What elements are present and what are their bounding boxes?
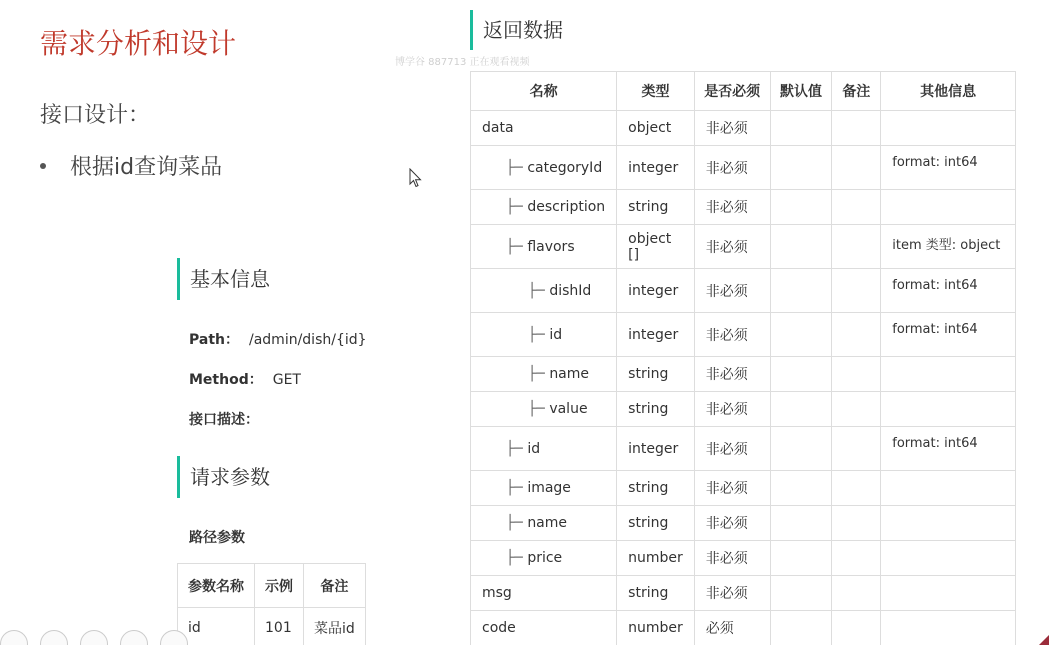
return-row bbox=[471, 541, 1016, 576]
method-value: GET bbox=[272, 372, 301, 388]
params-col-example: 示例 bbox=[255, 564, 304, 608]
return-row bbox=[471, 506, 1016, 541]
field-extra: format: int64 bbox=[881, 427, 1016, 471]
path-params-title: 路径参数 bbox=[189, 530, 245, 546]
path-value: /admin/dish/{id} bbox=[249, 332, 367, 348]
field-type: object [] bbox=[617, 225, 695, 269]
field-name-cell bbox=[471, 111, 617, 146]
field-name-cell bbox=[471, 392, 617, 427]
field-name: value bbox=[549, 401, 588, 417]
field-required: 非必须 bbox=[694, 506, 770, 541]
field-note bbox=[832, 146, 881, 190]
param-name: id bbox=[178, 608, 255, 645]
return-row bbox=[471, 357, 1016, 392]
field-type: number bbox=[617, 541, 695, 576]
col-default: 默认值 bbox=[770, 72, 832, 111]
field-extra: format: int64 bbox=[881, 313, 1016, 357]
path-params-table bbox=[177, 563, 366, 645]
bullet-dot-icon bbox=[40, 163, 46, 169]
field-required: 非必须 bbox=[694, 225, 770, 269]
desc-label: 接口描述： bbox=[189, 412, 259, 428]
section-label: 接口设计： bbox=[40, 103, 151, 128]
field-name: id bbox=[527, 440, 541, 457]
field-name: image bbox=[527, 480, 571, 496]
field-required: 非必须 bbox=[694, 269, 770, 313]
params-row bbox=[178, 608, 366, 645]
field-extra bbox=[881, 471, 1016, 506]
tree-branch-icon: ├─ bbox=[528, 401, 550, 417]
method-row bbox=[189, 369, 301, 389]
corner-accent bbox=[1039, 635, 1049, 645]
slides-grid-button[interactable] bbox=[80, 630, 108, 645]
tree-branch-icon: ├─ bbox=[506, 199, 528, 215]
field-extra: format: int64 bbox=[881, 269, 1016, 313]
params-col-name: 参数名称 bbox=[178, 564, 255, 608]
tree-branch-icon: ├─ bbox=[506, 238, 528, 255]
field-name: flavors bbox=[527, 238, 575, 255]
field-required: 必须 bbox=[694, 611, 770, 645]
watermark: 博学谷 887713 正在观看视频 bbox=[395, 57, 530, 68]
return-row bbox=[471, 392, 1016, 427]
col-required: 是否必须 bbox=[694, 72, 770, 111]
field-note bbox=[832, 611, 881, 645]
field-default bbox=[770, 225, 832, 269]
field-required: 非必须 bbox=[694, 576, 770, 611]
pen-tool-button[interactable] bbox=[40, 630, 68, 645]
field-default bbox=[770, 269, 832, 313]
field-note bbox=[832, 576, 881, 611]
field-name-cell bbox=[471, 357, 617, 392]
field-default bbox=[770, 313, 832, 357]
field-default bbox=[770, 146, 832, 190]
col-name: 名称 bbox=[471, 72, 617, 111]
field-name: data bbox=[482, 120, 514, 136]
field-name-cell bbox=[471, 471, 617, 506]
tree-branch-icon: ├─ bbox=[506, 515, 528, 531]
field-note bbox=[832, 357, 881, 392]
field-default bbox=[770, 427, 832, 471]
zoom-button[interactable] bbox=[120, 630, 148, 645]
field-extra bbox=[881, 576, 1016, 611]
field-required: 非必须 bbox=[694, 357, 770, 392]
field-name-cell bbox=[471, 225, 617, 269]
field-name: code bbox=[482, 620, 516, 636]
field-type: string bbox=[617, 392, 695, 427]
tree-branch-icon: ├─ bbox=[506, 159, 528, 176]
bullet-item bbox=[40, 150, 222, 181]
params-header-row bbox=[178, 564, 366, 608]
field-required: 非必须 bbox=[694, 146, 770, 190]
field-name: msg bbox=[482, 585, 512, 601]
field-required: 非必须 bbox=[694, 313, 770, 357]
field-name-cell bbox=[471, 190, 617, 225]
field-default bbox=[770, 471, 832, 506]
field-extra bbox=[881, 506, 1016, 541]
basic-info-heading: 基本信息 bbox=[177, 258, 270, 300]
return-data-heading: 返回数据 bbox=[470, 10, 563, 50]
return-row bbox=[471, 111, 1016, 146]
field-type: integer bbox=[617, 269, 695, 313]
presentation-toolbar bbox=[0, 630, 188, 645]
field-type: string bbox=[617, 190, 695, 225]
field-type: object bbox=[617, 111, 695, 146]
field-type: string bbox=[617, 506, 695, 541]
slide-title: 需求分析和设计 bbox=[40, 27, 237, 60]
path-label: Path： bbox=[189, 332, 239, 348]
col-extra: 其他信息 bbox=[881, 72, 1016, 111]
field-default bbox=[770, 111, 832, 146]
tree-branch-icon: ├─ bbox=[506, 550, 528, 566]
field-extra: item 类型: object bbox=[881, 225, 1016, 269]
field-name: name bbox=[549, 366, 590, 382]
field-note bbox=[832, 392, 881, 427]
field-required: 非必须 bbox=[694, 392, 770, 427]
field-name-cell bbox=[471, 611, 617, 645]
field-extra bbox=[881, 357, 1016, 392]
field-note bbox=[832, 269, 881, 313]
field-required: 非必须 bbox=[694, 111, 770, 146]
field-type: integer bbox=[617, 313, 695, 357]
return-header-row bbox=[471, 72, 1016, 111]
param-example: 101 bbox=[255, 608, 304, 645]
field-note bbox=[832, 190, 881, 225]
field-default bbox=[770, 190, 832, 225]
field-name-cell bbox=[471, 427, 617, 471]
field-type: string bbox=[617, 576, 695, 611]
field-name-cell bbox=[471, 313, 617, 357]
field-extra bbox=[881, 611, 1016, 645]
field-note bbox=[832, 506, 881, 541]
field-default bbox=[770, 357, 832, 392]
path-row bbox=[189, 329, 367, 349]
return-data-table bbox=[470, 71, 1016, 645]
field-required: 非必须 bbox=[694, 541, 770, 576]
field-required: 非必须 bbox=[694, 427, 770, 471]
prev-slide-button[interactable] bbox=[0, 630, 28, 645]
return-row bbox=[471, 146, 1016, 190]
field-type: string bbox=[617, 471, 695, 506]
field-name: price bbox=[527, 550, 563, 566]
field-note bbox=[832, 313, 881, 357]
field-required: 非必须 bbox=[694, 471, 770, 506]
return-row bbox=[471, 427, 1016, 471]
field-extra bbox=[881, 541, 1016, 576]
field-note bbox=[832, 427, 881, 471]
tree-branch-icon: ├─ bbox=[506, 480, 528, 496]
field-default bbox=[770, 392, 832, 427]
field-extra bbox=[881, 392, 1016, 427]
mouse-cursor-icon bbox=[409, 168, 423, 188]
request-params-heading: 请求参数 bbox=[177, 456, 270, 498]
return-row bbox=[471, 313, 1016, 357]
field-name: description bbox=[527, 199, 606, 215]
return-row bbox=[471, 190, 1016, 225]
col-note: 备注 bbox=[832, 72, 881, 111]
field-extra bbox=[881, 111, 1016, 146]
tree-branch-icon: ├─ bbox=[528, 326, 550, 343]
bullet-text: 根据id查询菜品 bbox=[70, 155, 223, 180]
field-name-cell bbox=[471, 146, 617, 190]
field-name: name bbox=[527, 515, 568, 531]
tree-branch-icon: ├─ bbox=[528, 282, 550, 299]
field-default bbox=[770, 506, 832, 541]
field-default bbox=[770, 611, 832, 645]
field-default bbox=[770, 576, 832, 611]
field-note bbox=[832, 471, 881, 506]
return-row bbox=[471, 576, 1016, 611]
field-type: number bbox=[617, 611, 695, 645]
return-row bbox=[471, 611, 1016, 645]
field-name: dishId bbox=[549, 282, 592, 299]
field-extra bbox=[881, 190, 1016, 225]
field-name-cell bbox=[471, 506, 617, 541]
return-row bbox=[471, 471, 1016, 506]
tree-branch-icon: ├─ bbox=[528, 366, 550, 382]
field-type: integer bbox=[617, 146, 695, 190]
field-name: categoryId bbox=[527, 159, 603, 176]
field-note bbox=[832, 111, 881, 146]
field-name-cell bbox=[471, 541, 617, 576]
field-name-cell bbox=[471, 269, 617, 313]
field-name-cell bbox=[471, 576, 617, 611]
more-options-button[interactable] bbox=[160, 630, 188, 645]
field-required: 非必须 bbox=[694, 190, 770, 225]
return-row bbox=[471, 269, 1016, 313]
col-type: 类型 bbox=[617, 72, 695, 111]
tree-branch-icon: ├─ bbox=[506, 440, 528, 457]
field-note bbox=[832, 225, 881, 269]
return-row bbox=[471, 225, 1016, 269]
field-extra: format: int64 bbox=[881, 146, 1016, 190]
field-default bbox=[770, 541, 832, 576]
field-type: string bbox=[617, 357, 695, 392]
method-label: Method： bbox=[189, 372, 263, 388]
field-type: integer bbox=[617, 427, 695, 471]
field-note bbox=[832, 541, 881, 576]
field-name: id bbox=[549, 326, 563, 343]
params-col-note: 备注 bbox=[304, 564, 366, 608]
param-note: 菜品id bbox=[304, 608, 366, 645]
